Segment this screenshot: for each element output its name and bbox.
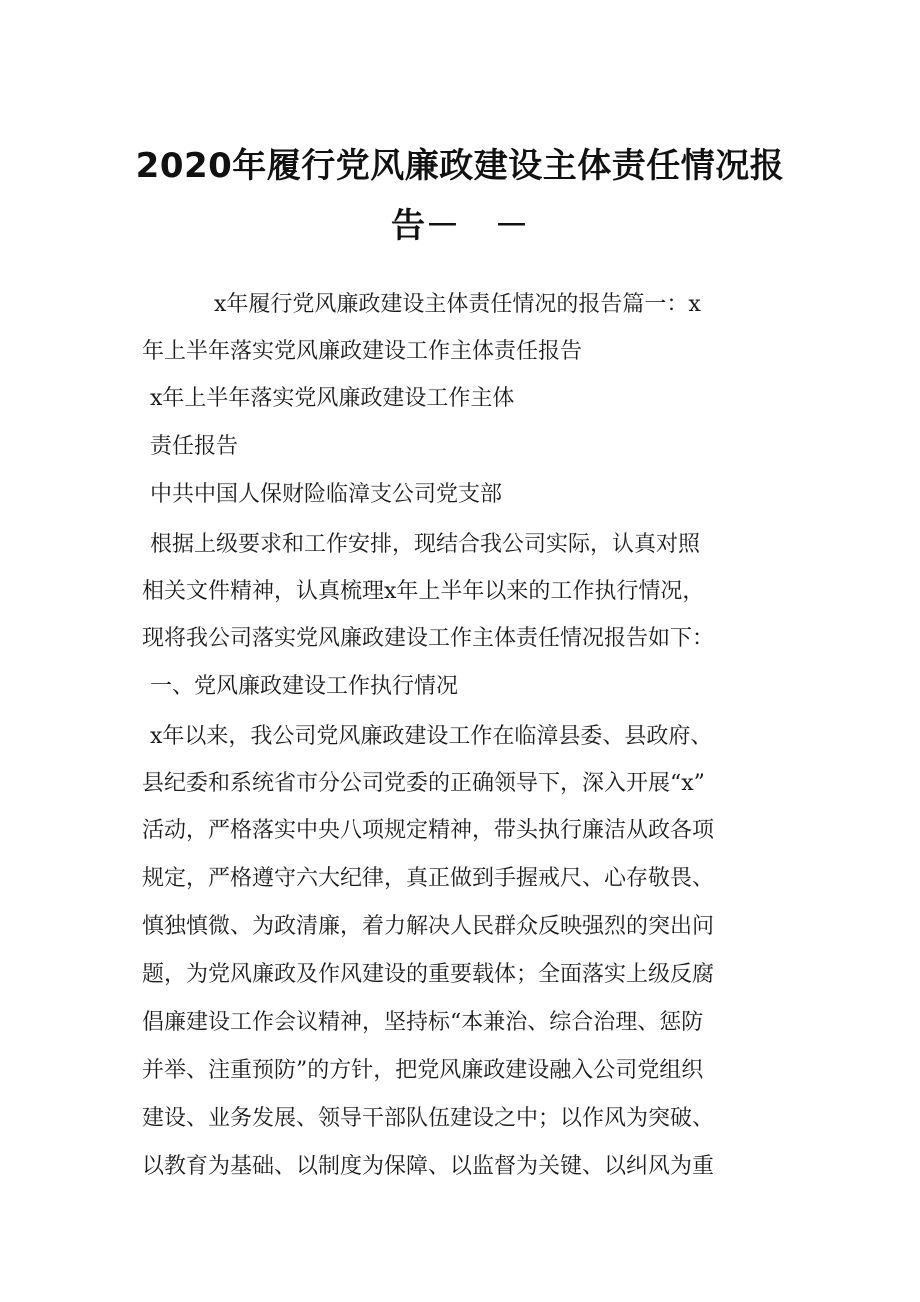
paragraph-line: 规定，严格遵守六大纪律，真正做到手握戒尺、心存敬畏、 xyxy=(142,866,715,891)
document-title-line-2: 告－ － xyxy=(391,206,529,246)
paragraph-line: 慎独慎微、为政清廉，着力解决人民群众反映强烈的突出问 xyxy=(142,914,715,939)
paragraph-line: x年以来，我公司党风廉政建设工作在临漳县委、县政府、 xyxy=(150,724,713,749)
paragraph-line: 中共中国人保财险临漳支公司党支部 xyxy=(150,482,503,507)
paragraph-line: 根据上级要求和工作安排，现结合我公司实际，认真对照 xyxy=(150,532,701,557)
paragraph-line: 相关文件精神，认真梳理x年上半年以来的工作执行情况， xyxy=(142,579,705,604)
paragraph-line: 现将我公司落实党风廉政建设工作主体责任情况报告如下： xyxy=(142,626,715,651)
paragraph-line: x年履行党风廉政建设主体责任情况的报告篇一：x xyxy=(214,292,701,317)
section-heading: 一、党风廉政建设工作执行情况 xyxy=(150,674,459,699)
paragraph-line: 建设、业务发展、领导干部队伍建设之中；以作风为突破、 xyxy=(142,1106,715,1131)
document-title-line-1: 2020年履行党风廉政建设主体责任情况报 xyxy=(135,146,785,186)
paragraph-line: 以教育为基础、以制度为保障、以监督为关键、以纠风为重 xyxy=(142,1154,715,1179)
paragraph-line: 活动，严格落实中央八项规定精神，带头执行廉洁从政各项 xyxy=(142,818,715,843)
paragraph-line: 倡廉建设工作会议精神，坚持标“本兼治、综合治理、惩防 xyxy=(142,1010,704,1035)
paragraph-line: 题，为党风廉政及作风建设的重要载体；全面落实上级反腐 xyxy=(142,962,715,987)
paragraph-line: 并举、注重预防”的方针，把党风廉政建设融入公司党组织 xyxy=(142,1058,704,1083)
paragraph-line: 责任报告 xyxy=(150,434,239,459)
paragraph-line: x年上半年落实党风廉政建设工作主体 xyxy=(150,386,515,411)
paragraph-line: 年上半年落实党风廉政建设工作主体责任报告 xyxy=(142,339,583,364)
paragraph-line: 县纪委和系统省市分公司党委的正确领导下，深入开展“x” xyxy=(142,771,705,796)
